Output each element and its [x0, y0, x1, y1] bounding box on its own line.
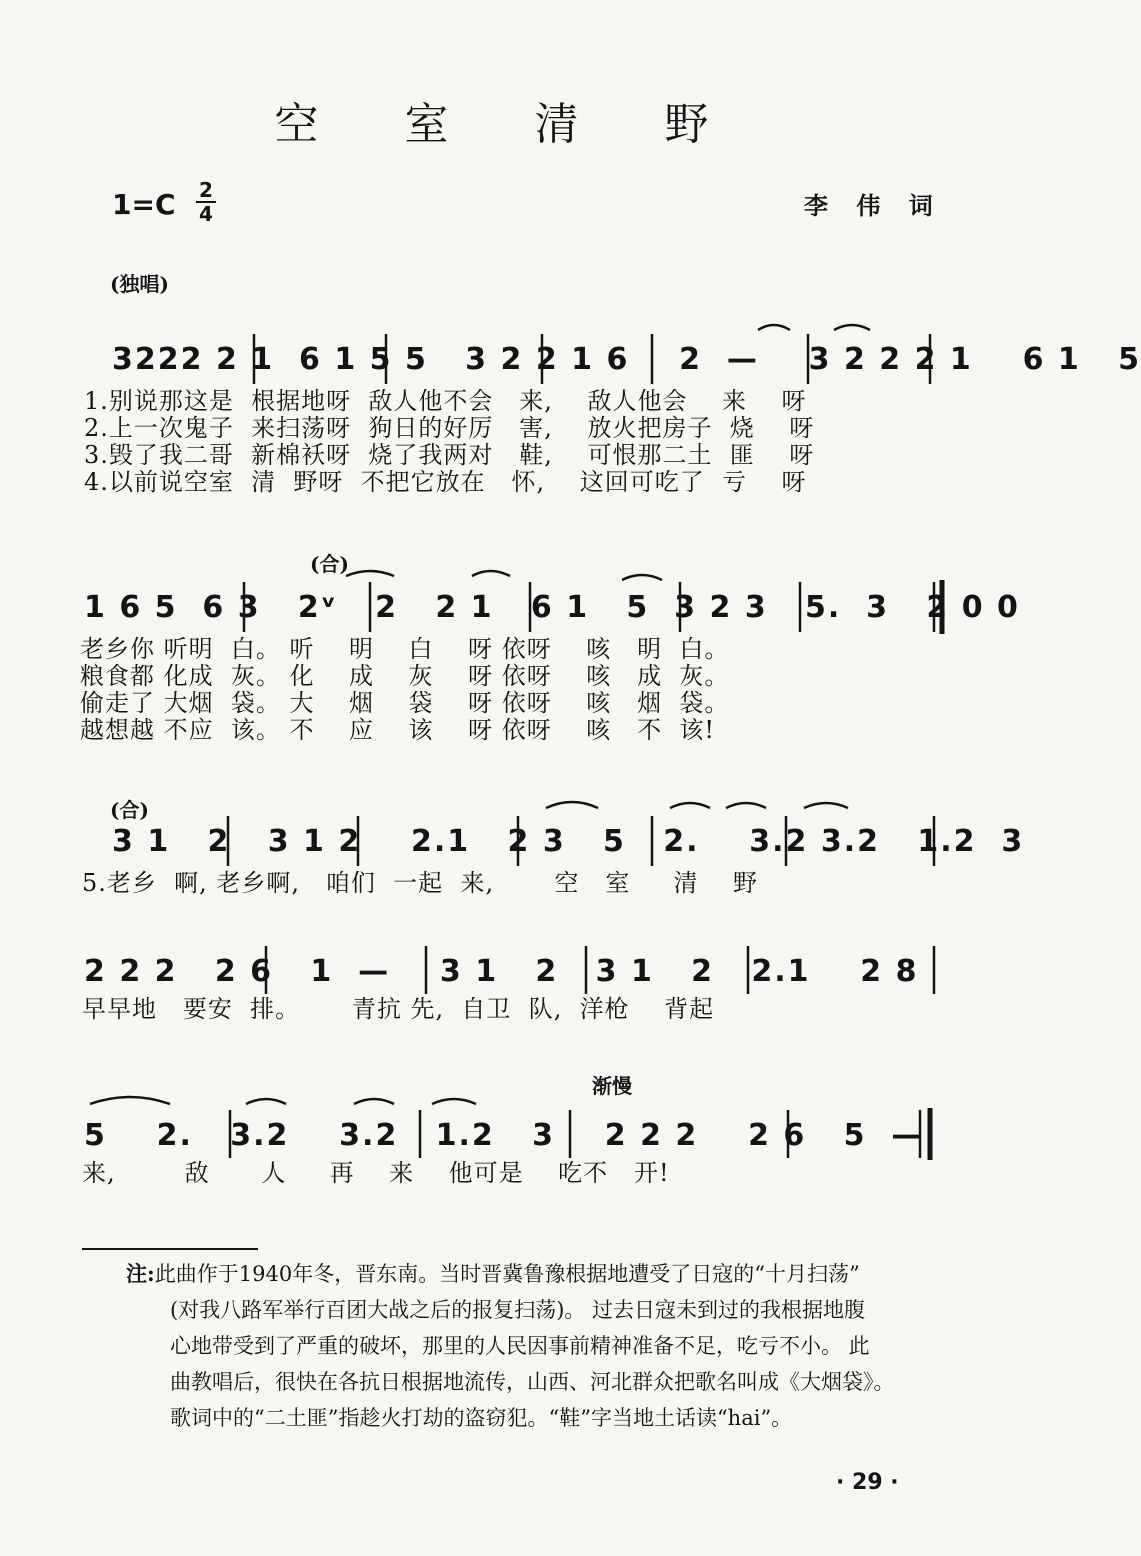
- notation-line-4: 2 2 2 2 6 1 — 3 1 2 3 1 2 2.1 2 8: [84, 954, 919, 989]
- lyrics-line-1-verse-2: 2.上一次鬼子 来扫荡呀 狗日的好厉 害, 放火把房子 烧 呀: [84, 414, 815, 442]
- notation-line-5: 5 2. 3.2 3.2 1.2 3 2 2 2 2 6 5 —: [84, 1118, 924, 1153]
- chorus-label-2: (合): [110, 798, 149, 822]
- notation-line-3: 3 1 2 3 1 2 2.1 2 3 5 2. 3.2 3.2 1.2 3: [112, 824, 1025, 859]
- lyricist-credit: 李 伟 词: [804, 191, 943, 220]
- tempo-marking: 渐慢: [592, 1074, 632, 1098]
- footnote: [126, 1256, 956, 1436]
- notation-line-2: 1 6 5 6 3 2ᵛ 2 2 1 6 1 5 3 2 3 5. 3 2 0 0: [84, 590, 1020, 625]
- footnote-line-4: 曲教唱后，很快在各抗日根据地流传，山西、河北群众把歌名叫成《大烟袋》。: [170, 1370, 895, 1394]
- footnote-line-1: 注:此曲作于1940年冬，晋东南。当时晋冀鲁豫根据地遭受了日寇的“十月扫荡”: [126, 1261, 860, 1286]
- lyrics-line-2-verse-3: 偷走了 大烟 袋。 大 烟 袋 呀 依呀 咳 烟 袋。: [80, 689, 730, 717]
- lyrics-line-5: 来, 敌 人 再 来 他可是 吃不 开!: [82, 1159, 670, 1187]
- solo-label: (独唱): [110, 272, 169, 296]
- song-title: 空 室 清 野: [274, 99, 745, 150]
- lyrics-line-3: 5.老乡 啊, 老乡啊, 咱们 一起 来, 空 室 清 野: [82, 869, 759, 897]
- footnote-label: 注:: [126, 1261, 155, 1286]
- lyrics-line-2-verse-1: 老乡你 听明 白。 听 明 白 呀 依呀 咳 明 白。: [80, 635, 730, 663]
- footnote-line-5: 歌词中的“二土匪”指趁火打劫的盗窃犯。“鞋”字当地土话读“hai”。: [170, 1406, 793, 1430]
- lyrics-line-2-verse-2: 粮食都 化成 灰。 化 成 灰 呀 依呀 咳 成 灰。: [80, 662, 730, 690]
- footnote-rule: [82, 1248, 258, 1250]
- footnote-line-2: (对我八路军举行百团大战之后的报复扫荡)。 过去日寇未到过的我根据地腹: [170, 1298, 866, 1322]
- key-signature: 1=C: [112, 188, 176, 221]
- lyrics-line-1-verse-4: 4.以前说空室 清 野呀 不把它放在 怀, 这回可吃了 亏 呀: [84, 468, 807, 496]
- lyrics-line-1-verse-3: 3.毁了我二哥 新棉袄呀 烧了我两对 鞋, 可恨那二土 匪 呀: [84, 441, 815, 469]
- lyrics-line-4: 早早地 要安 排。 青抗 先, 自卫 队, 洋枪 背起: [82, 995, 715, 1023]
- time-signature-bottom: 4: [199, 202, 213, 226]
- lyrics-line-1-verse-1: 1.别说那这是 根据地呀 敌人他不会 来, 敌人他会 来 呀: [84, 387, 807, 415]
- time-signature-top: 2: [199, 178, 213, 202]
- chorus-label-1: (合): [310, 552, 349, 576]
- lyrics-line-2-verse-4: 越想越 不应 该。 不 应 该 呀 依呀 咳 不 该!: [80, 716, 715, 744]
- notation-line-1: 3222 2 1 6 1 5 5 3 2 2 1 6 2 — 3 2 2 2 1 6 1 5: [112, 342, 1141, 377]
- footnote-line-3: 心地带受到了严重的破坏，那里的人民因事前精神准备不足，吃亏不小。 此: [170, 1334, 870, 1358]
- page-number: · 29 ·: [836, 1470, 899, 1495]
